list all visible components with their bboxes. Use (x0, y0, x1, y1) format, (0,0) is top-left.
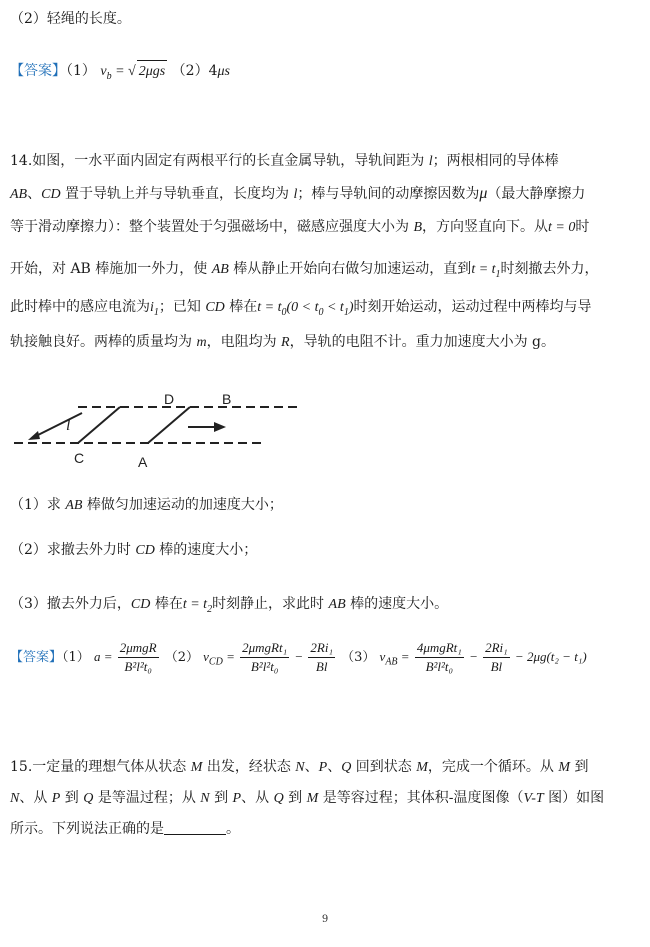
q14-line1: 14.如图，一水平面内固定有两根平行的长直金属导轨，导轨间距为 l；两根相同的导体棒 (10, 153, 559, 169)
length-arrow-line (32, 413, 82, 438)
answer-mus: μs (217, 64, 230, 79)
q14-answer: 【答案】（1） a = $\frac{\text{2μmgR}}{\text{B²l²t₀}}$ （2） $v_{CD}$ = $\frac{\text{2μmgRt₁}}{\text{B²l²t₀}}$ − $\frac{\text{2Ri₁}}{Bl}$ （3） $v_{AB}$ = $\frac{\text{4μmgRt₁}}{\text{B²l²t₀}}$ − $\frac{\text{2Ri₁}}{Bl}$ − 2μg(t₂ − t₁) (10, 640, 587, 674)
q15-line1: 15.一定量的理想气体从状态 M 出发，经状态 N、P、Q 回到状态 M，完成一个循环。从 M 到 (10, 759, 589, 775)
q14-sub2: （2）求撤去外力时 CD 棒的速度大小； (10, 542, 258, 558)
q15-line2: N、从 P 到 Q 是等温过程；从 N 到 P、从 Q 到 M 是等容过程；其体积-温度图像（V-T 图）如图 (10, 790, 605, 806)
velocity-arrow-head (214, 422, 226, 432)
length-arrow-head (28, 431, 40, 440)
rod-ab (148, 407, 190, 443)
answer-vcd-frac2: $\frac{\text{2Ri₁}}{Bl}$ (310, 640, 333, 674)
q14-line2: AB、CD 置于导轨上并与导轨垂直，长度均为 l；棒与导轨间的动摩擦因数为μ（最大静摩擦力 (10, 185, 586, 202)
answer-vb: $v_b$ (100, 64, 112, 82)
answer-sqrt: 2μgs (137, 60, 167, 83)
q14-line5: 此时棒中的感应电流为$i_1$；已知 CD 棒在$t = t_0(0 < t_0 < t_1)$时刻开始运动，运动过程中两棒均与导 (10, 299, 592, 318)
answer-vab-frac1: $\frac{\text{4μmgRt₁}}{\text{B²l²t₀}}$ (416, 640, 462, 674)
answer-a-frac: $\frac{\text{2μmgR}}{\text{B²l²t₀}}$ (119, 640, 157, 674)
answer-part2: （2）4 (171, 63, 218, 79)
answer-vab-frac2: $\frac{\text{2Ri₁}}{Bl}$ (485, 640, 508, 674)
page-number: 9 (321, 914, 329, 925)
answer-vcd: $v_{CD}$ (203, 649, 223, 668)
q14-line6: 轨接触良好。两棒的质量均为 m，电阻均为 R，导轨的电阻不计。重力加速度大小为 g。 (10, 334, 556, 350)
q14-line3: 等于滑动摩擦力）：整个装置处于匀强磁场中，磁感应强度大小为 B，方向竖直向下。从t = 0时 (10, 219, 590, 235)
sqrt-symbol: √ (128, 64, 136, 79)
label-D: D (164, 391, 175, 407)
q14-sub1: （1）求 AB 棒做匀加速运动的加速度大小； (10, 497, 283, 513)
label-A: A (138, 454, 148, 470)
label-l: l (66, 417, 71, 434)
q14-sub3: （3）撤去外力后，CD 棒在$t = t_2$时刻静止，求此时 AB 棒的速度大小。 (10, 596, 449, 615)
prev-part2: （2）轻绳的长度。 (10, 11, 131, 27)
answer-vcd-frac1: $\frac{\text{2μmgRt₁}}{\text{B²l²t₀}}$ (242, 640, 288, 674)
rod-cd (78, 407, 120, 443)
label-C: C (74, 450, 85, 466)
rail-diagram (0, 385, 340, 475)
answer-vab-tail: − 2μg(t₂ − t₁) (511, 649, 587, 664)
q15-line3: 所示。下列说法正确的是 。 (10, 821, 240, 837)
prev-answer: 【答案】（1） $v_b$ = √ 2μgs （2）4μs (10, 60, 230, 88)
answer-tag: 【答案】 (10, 63, 66, 79)
answer-a-lhs: a = (93, 649, 116, 664)
label-B: B (222, 391, 232, 407)
answer-blank[interactable] (164, 820, 226, 835)
answer-tag: 【答案】 (10, 650, 63, 665)
answer-vab: $v_{AB}$ (379, 649, 398, 668)
q14-line4: 开始，对 AB 棒施加一外力，使 AB 棒从静止开始向右做匀加速运动，直到$t = t_1$时刻撤去外力， (10, 261, 599, 280)
answer-part1: （1） (66, 63, 96, 79)
